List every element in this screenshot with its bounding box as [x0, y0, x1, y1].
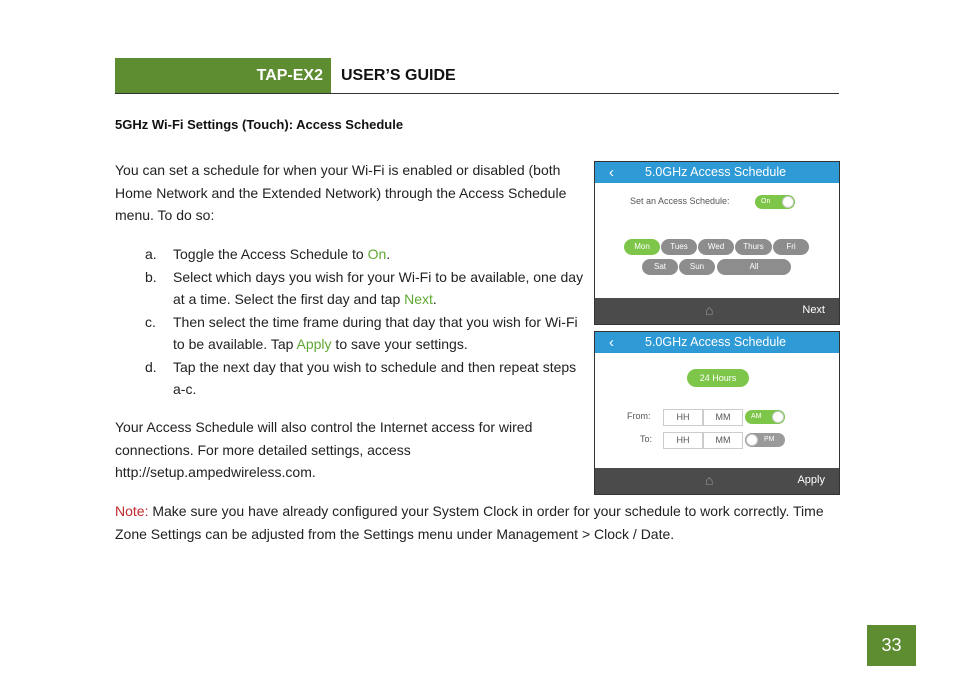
screen-title: 5.0GHz Access Schedule: [645, 165, 787, 179]
to-hour-field[interactable]: HH: [663, 432, 703, 449]
step-text-end: .: [432, 291, 437, 307]
note-label: Note:: [115, 503, 149, 519]
step-marker: d.: [145, 358, 157, 375]
section-rest: Wi-Fi Settings (Touch): Access Schedule: [148, 117, 404, 132]
step-item: [115, 356, 585, 401]
screen-title: 5.0GHz Access Schedule: [645, 335, 787, 349]
section-band: 5GHz: [115, 117, 149, 132]
step-highlight: Apply: [296, 336, 332, 352]
screen-footer: [595, 298, 839, 324]
schedule-toggle[interactable]: [755, 195, 795, 209]
day-thurs[interactable]: Thurs: [735, 239, 772, 255]
day-all[interactable]: All: [717, 259, 791, 275]
toggle-knob: [746, 434, 758, 446]
back-arrow-icon[interactable]: ‹: [609, 334, 614, 351]
screen-header: [595, 332, 839, 353]
note-text: Make sure you have already configured your System Clock in order for your schedule to work correctly. Time Zone Settings can be adjusted from the Settings menu under Management > Clock / Date.: [115, 503, 824, 542]
step-text: Toggle the Access Schedule to: [173, 246, 368, 262]
header-rule: [115, 93, 839, 94]
step-item: [115, 311, 585, 356]
next-button[interactable]: Next: [802, 304, 825, 316]
to-minute-field[interactable]: MM: [703, 432, 743, 449]
day-fri[interactable]: Fri: [773, 239, 809, 255]
header-title: USER’S GUIDE: [341, 67, 456, 84]
step-item: [115, 243, 585, 266]
from-label: From:: [627, 411, 651, 421]
page-number: 33: [867, 625, 916, 666]
step-highlight: On: [367, 246, 387, 262]
day-sun[interactable]: Sun: [679, 259, 715, 275]
apply-button[interactable]: Apply: [797, 474, 825, 486]
step-marker: c.: [145, 313, 156, 330]
note-paragraph: [115, 500, 839, 545]
toggle-knob: [782, 196, 794, 208]
step-highlight: Next: [404, 291, 433, 307]
steps-list: [115, 243, 585, 401]
day-sat[interactable]: Sat: [642, 259, 678, 275]
from-ampm-toggle[interactable]: [745, 410, 785, 424]
to-ampm-toggle[interactable]: [745, 433, 785, 447]
toggle-knob: [772, 411, 784, 423]
home-icon[interactable]: ⌂: [705, 472, 714, 488]
screenshot-access-schedule-days: [594, 161, 840, 325]
section-title: [115, 117, 403, 132]
step-text: Tap the next day that you wish to schedule and then repeat steps a-c.: [173, 358, 577, 397]
24-hours-button[interactable]: 24 Hours: [687, 369, 749, 387]
home-icon[interactable]: ⌂: [705, 302, 714, 318]
pm-text: PM: [764, 436, 775, 443]
from-minute-field[interactable]: MM: [703, 409, 743, 426]
to-label: To:: [640, 434, 653, 444]
step-item: [115, 266, 585, 311]
toggle-text: On: [761, 198, 771, 205]
from-hour-field[interactable]: HH: [663, 409, 703, 426]
day-wed[interactable]: Wed: [698, 239, 734, 255]
step-marker: a.: [145, 246, 157, 262]
am-text: AM: [751, 413, 762, 420]
step-text-end: .: [386, 246, 391, 262]
screen-footer: [595, 468, 839, 494]
step-text-end: to save your settings.: [331, 336, 468, 352]
header-product-band: [115, 58, 331, 93]
step-text: Then select the time frame during that day that you wish for Wi-Fi to be available. Tap: [173, 313, 578, 352]
day-tues[interactable]: Tues: [661, 239, 697, 255]
intro-paragraph: You can set a schedule for when your Wi-Fi is enabled or disabled (both Home Network and the Extended Network) through the Access Schedule menu. To do so:: [115, 162, 567, 223]
step-text: Select which days you wish for your Wi-Fi to be available, one day at a time. Select the first day and tap: [173, 268, 584, 307]
schedule-label: Set an Access Schedule:: [630, 196, 730, 206]
header-product: TAP-EX2: [256, 67, 323, 84]
closing-paragraph: Your Access Schedule will also control the Internet access for wired connections. For more detailed settings, access http://setup.ampedwireless.com.: [115, 419, 533, 480]
screen-header: [595, 162, 839, 183]
back-arrow-icon[interactable]: ‹: [609, 164, 614, 181]
screenshot-access-schedule-time: [594, 331, 840, 495]
step-marker: b.: [145, 268, 157, 285]
day-mon[interactable]: Mon: [624, 239, 660, 255]
